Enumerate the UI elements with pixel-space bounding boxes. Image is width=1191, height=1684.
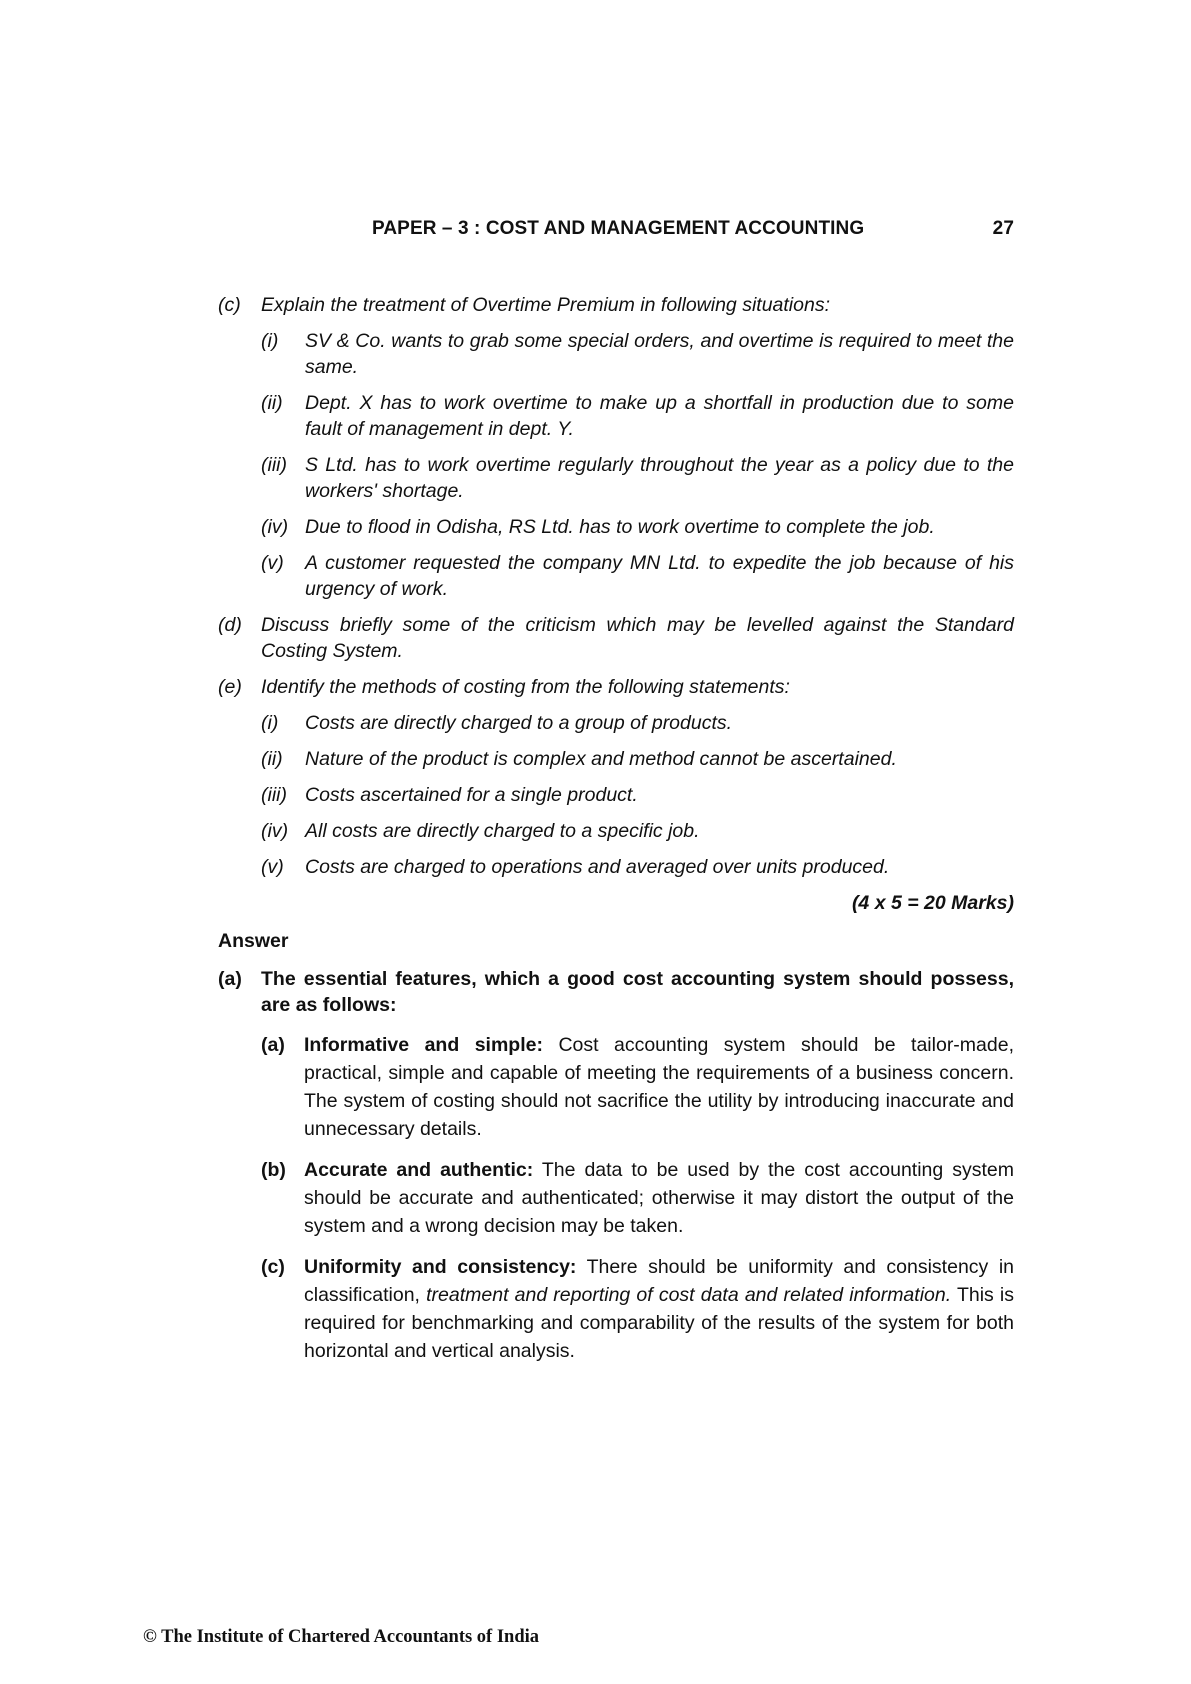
sub-label: (iv)	[261, 820, 289, 842]
answer-text: The essential features, which a good cost accounting system should possess, are as follows:	[261, 968, 1014, 1016]
question-text: Explain the treatment of Overtime Premium in following situations:	[261, 294, 830, 316]
sub-label: (ii)	[261, 748, 283, 770]
copyright-footer: © The Institute of Chartered Accountants of India	[143, 1627, 540, 1647]
sub-label: (iii)	[261, 784, 287, 806]
question-e	[218, 674, 1014, 700]
point-text: The data to be used by the cost accounting system should be accurate and authenticated; otherwise it may distort the output of the system and a wrong decision may be taken.	[304, 1159, 1014, 1237]
answer-point-b	[218, 1156, 1014, 1240]
question-e-sub-i	[218, 710, 1014, 736]
sub-text: A customer requested the company MN Ltd. to expedite the job because of his urgency of work.	[305, 552, 1014, 600]
answer-label: (a)	[218, 968, 242, 990]
point-label: (a)	[261, 1034, 285, 1056]
sub-text: Nature of the product is complex and method cannot be ascertained.	[305, 748, 897, 770]
question-c-sub-v	[218, 550, 1014, 602]
question-e-sub-iii	[218, 782, 1014, 808]
marks-allocation: (4 x 5 = 20 Marks)	[851, 892, 1014, 914]
sub-text: SV & Co. wants to grab some special orders, and overtime is required to meet the same.	[305, 330, 1014, 378]
point-title: Accurate and authentic:	[304, 1159, 534, 1181]
point-title: Informative and simple:	[304, 1034, 543, 1056]
page-content	[218, 292, 1014, 1365]
point-title: Uniformity and consistency:	[304, 1256, 577, 1278]
question-c-sub-iii	[218, 452, 1014, 504]
page-header	[372, 218, 1014, 240]
point-label: (b)	[261, 1159, 286, 1181]
question-c-sub-i	[218, 328, 1014, 380]
point-text-after: This is required for benchmarking and comparability of the results of the system for both horizontal and vertical analysis.	[304, 1284, 1014, 1362]
sub-text: Costs ascertained for a single product.	[305, 784, 638, 806]
question-c	[218, 292, 1014, 318]
answer-point-c	[218, 1253, 1014, 1365]
point-label: (c)	[261, 1256, 285, 1278]
sub-label: (ii)	[261, 392, 283, 414]
page-number: 27	[992, 218, 1014, 239]
sub-label: (i)	[261, 712, 279, 734]
point-text-before: There should be uniformity and consistency in classification,	[304, 1256, 1014, 1306]
answer-point-a	[218, 1031, 1014, 1143]
sub-label: (v)	[261, 552, 284, 574]
question-e-sub-ii	[218, 746, 1014, 772]
question-label: (d)	[218, 614, 242, 636]
sub-text: S Ltd. has to work overtime regularly throughout the year as a policy due to the workers' shortage.	[305, 454, 1014, 502]
question-text: Identify the methods of costing from the following statements:	[261, 676, 790, 698]
sub-text: Due to flood in Odisha, RS Ltd. has to work overtime to complete the job.	[305, 516, 935, 538]
sub-text: Costs are directly charged to a group of products.	[305, 712, 733, 734]
sub-text: Dept. X has to work overtime to make up a shortfall in production due to some fault of management in dept. Y.	[305, 392, 1014, 440]
question-label: (c)	[218, 294, 241, 316]
sub-label: (v)	[261, 856, 284, 878]
question-c-sub-ii	[218, 390, 1014, 442]
sub-text: All costs are directly charged to a specific job.	[305, 820, 700, 842]
sub-label: (i)	[261, 330, 279, 352]
answer-heading: Answer	[218, 930, 289, 952]
question-label: (e)	[218, 676, 242, 698]
question-text: Discuss briefly some of the criticism which may be levelled against the Standard Costing System.	[261, 614, 1014, 662]
question-c-sub-iv	[218, 514, 1014, 540]
sub-text: Costs are charged to operations and averaged over units produced.	[305, 856, 890, 878]
point-text: Cost accounting system should be tailor-made, practical, simple and capable of meeting the requirements of a business concern. The system of costing should not sacrifice the utility by introducing inaccurate and unnecessary details.	[304, 1034, 1015, 1140]
question-e-sub-iv	[218, 818, 1014, 844]
sub-label: (iv)	[261, 516, 289, 538]
question-d	[218, 612, 1014, 664]
answer-a	[218, 966, 1014, 1018]
page-header-title: PAPER – 3 : COST AND MANAGEMENT ACCOUNTING	[372, 218, 865, 239]
point-text-italic: treatment and reporting of cost data and related information.	[426, 1284, 952, 1306]
question-e-sub-v	[218, 854, 1014, 880]
sub-label: (iii)	[261, 454, 287, 476]
